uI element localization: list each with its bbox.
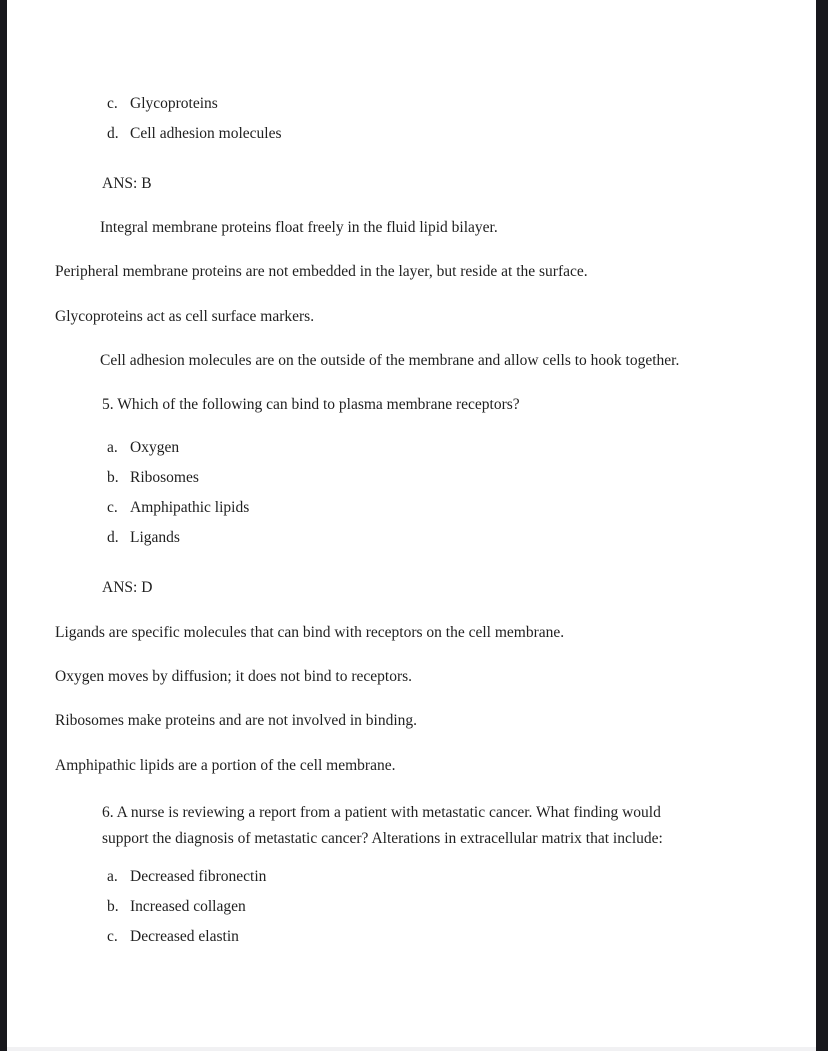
option-text: Ribosomes: [130, 469, 199, 486]
rationale-paragraph: Ribosomes make proteins and are not involved in binding.: [55, 712, 418, 729]
question-text: 5. Which of the following can bind to plasma membrane receptors?: [102, 396, 520, 413]
option-letter: d.: [107, 125, 119, 142]
answer-line: ANS: D: [102, 579, 153, 596]
option-text: Glycoproteins: [130, 95, 218, 112]
option-letter: b.: [107, 469, 119, 486]
answer-option: [107, 528, 816, 548]
right-edge-strip: [816, 0, 828, 1051]
option-text: Decreased elastin: [130, 928, 239, 945]
option-text: Ligands: [130, 529, 180, 546]
rationale-paragraph: Integral membrane proteins float freely in the fluid lipid bilayer.: [100, 219, 498, 236]
option-letter: c.: [107, 928, 118, 945]
option-letter: c.: [107, 499, 118, 516]
option-letter: d.: [107, 529, 119, 546]
answer-option: [107, 867, 816, 887]
option-letter: c.: [107, 95, 118, 112]
rationale-paragraph: Ligands are specific molecules that can bind with receptors on the cell membrane.: [55, 624, 565, 641]
rationale-paragraph: Peripheral membrane proteins are not embedded in the layer, but reside at the surface.: [55, 263, 588, 280]
left-edge-strip: [0, 0, 7, 1051]
option-text: Amphipathic lipids: [130, 499, 250, 516]
option-text: Increased collagen: [130, 898, 246, 915]
answer-option: [107, 438, 816, 458]
rationale-paragraph: Glycoproteins act as cell surface markers.: [55, 308, 315, 325]
rationale-paragraph: Amphipathic lipids are a portion of the cell membrane.: [55, 757, 396, 774]
rationale-paragraph: Cell adhesion molecules are on the outside of the membrane and allow cells to hook together.: [100, 352, 680, 369]
answer-option: [107, 468, 816, 488]
answer-option: [107, 498, 816, 518]
answer-option: [107, 897, 816, 917]
question-text: 6. A nurse is reviewing a report from a patient with metastatic cancer. What finding would support the diagnosis of metastatic cancer? Alterations in extracellular matrix that include:: [102, 804, 663, 847]
answer-line: ANS: B: [102, 175, 152, 192]
bottom-edge-strip: [7, 1047, 816, 1051]
option-text: Decreased fibronectin: [130, 868, 267, 885]
answer-option: [107, 927, 816, 947]
answer-option: [107, 124, 816, 144]
rationale-paragraph: Oxygen moves by diffusion; it does not bind to receptors.: [55, 668, 413, 685]
option-text: Cell adhesion molecules: [130, 125, 282, 142]
option-letter: a.: [107, 868, 118, 885]
option-letter: a.: [107, 439, 118, 456]
option-text: Oxygen: [130, 439, 180, 456]
answer-option: [107, 94, 816, 114]
option-letter: b.: [107, 898, 119, 915]
